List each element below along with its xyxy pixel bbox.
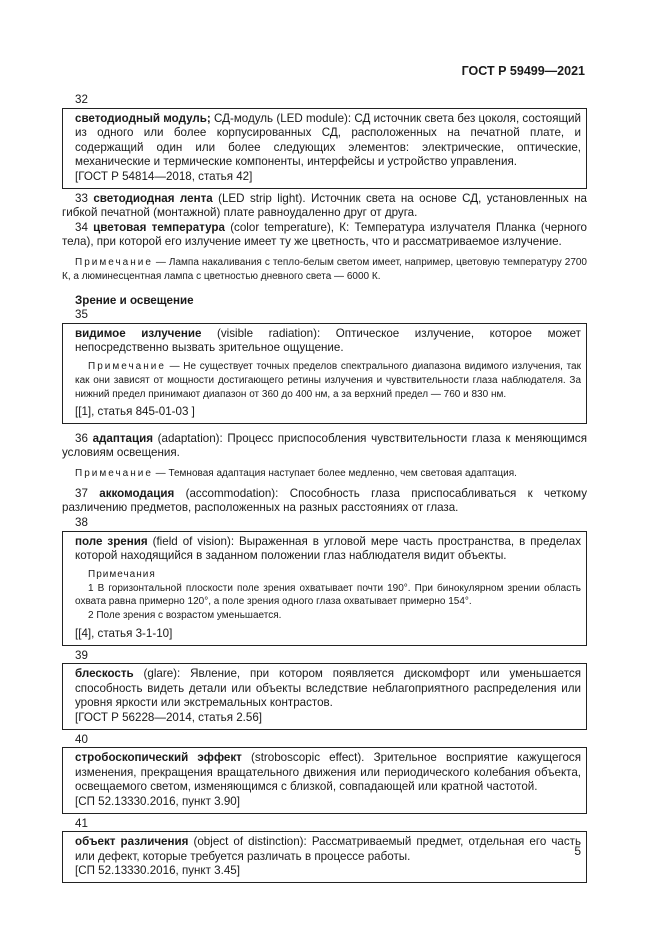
term-name: видимое излучение bbox=[75, 326, 202, 340]
term-name: аккомодация bbox=[99, 486, 175, 500]
term-box-32 bbox=[62, 108, 587, 189]
entry-number: 41 bbox=[75, 816, 88, 830]
document-body bbox=[62, 93, 587, 886]
term-definition: (field of vision): Выраженная в угловой мере часть пространства, в пределах которой находящийся в заданном положении глаз наблюдателя видит объекты. bbox=[75, 534, 581, 563]
entry-number: 37 bbox=[75, 486, 88, 500]
entry-number: 33 bbox=[75, 191, 88, 205]
note-text: — Темновая адаптация наступает более медленно, чем световая адаптация. bbox=[152, 468, 517, 480]
term-entry-36 bbox=[62, 432, 587, 461]
term-source: [ГОСТ Р 54814—2018, статья 42] bbox=[75, 169, 253, 183]
entry-number: 38 bbox=[75, 516, 88, 530]
entry-number: 35 bbox=[75, 308, 88, 322]
note-label: Примечание bbox=[88, 360, 166, 372]
term-source: [ГОСТ Р 56228—2014, статья 2.56] bbox=[75, 711, 262, 724]
term-source: [СП 52.13330.2016, пункт 3.45] bbox=[75, 864, 240, 878]
note-item-2: 2 Поле зрения с возрастом уменьшается. bbox=[88, 610, 282, 622]
term-box-40 bbox=[62, 747, 587, 813]
term-definition: (accommodation): Способность глаза приспосабливаться к четкому различению предметов, расположенных на разных расстояниях от глаза. bbox=[62, 486, 587, 515]
term-note bbox=[62, 467, 587, 481]
term-name: светодиодный модуль; bbox=[75, 111, 211, 125]
note-label: Примечание bbox=[75, 256, 153, 268]
term-definition: СД-модуль (LED module): СД источник света без цоколя, состоящий из одного или более корпусированных СД, расположенных на печатной плате, и содержащий один или более следующих элементов: электрические, оптические, механические и термические компоненты, интерфейсы и устройство управления. bbox=[75, 111, 581, 169]
term-entry-37 bbox=[62, 487, 587, 516]
term-entry-33 bbox=[62, 192, 587, 221]
term-source: [[4], статья 3-1-10] bbox=[75, 627, 173, 641]
term-source: [[1], статья 845-01-03 ] bbox=[75, 405, 195, 419]
term-definition: (LED strip light). Источник света на основе СД, установленных на гибкой печатной (монтажной) плате равноудаленно друг от друга. bbox=[62, 191, 587, 220]
term-name: светодиодная лента bbox=[93, 191, 213, 205]
section-heading: Зрение и освещение bbox=[75, 293, 194, 307]
page-number: 5 bbox=[574, 844, 581, 858]
term-definition: (stroboscopic effect). Зрительное восприятие кажущегося изменения, прекращения вращательного движения или периодического колебания объекта, освещаемого светом, изменяющимся с близкой, совпадающей или кратной частотой. bbox=[75, 751, 581, 794]
term-name: стробоскопический эффект bbox=[75, 751, 242, 765]
note-text: — Лампа накаливания с тепло-белым светом имеет, например, цветовую температуру 2700 К, а люминесцентная лампа с цветностью дневного света — 6000 К. bbox=[62, 256, 587, 282]
entry-number: 40 bbox=[75, 732, 88, 746]
entry-number: 39 bbox=[75, 648, 88, 662]
term-note bbox=[75, 360, 581, 401]
term-definition: (glare): Явление, при котором появляется дискомфорт или уменьшается способность видеть детали или объекты вследствие неблагоприятного распределения или уровня яркости или экстремальных контрастов. bbox=[75, 667, 581, 710]
note-item-1: 1 В горизонтальной плоскости поле зрения охватывает почти 190°. При бинокулярном зрении область охвата равна примерно 120°, а поле зрения одного глаза охватывает примерно 154°. bbox=[75, 582, 581, 608]
note-text: — Не существует точных пределов спектрального диапазона видимого излучения, так как они зависят от мощности достигающего ретины излучения и чувствительности глаза наблюдателя. За нижний предел принимают диапазон от 360 до 400 нм, а за верхний предел — 760 и 830 нм. bbox=[75, 360, 581, 400]
term-definition: (object of distinction): Рассматриваемый предмет, отдельная его часть или дефект, которые требуется различать в процессе работы. bbox=[75, 835, 581, 863]
term-note bbox=[62, 256, 587, 284]
term-name: цветовая температура bbox=[93, 220, 225, 234]
term-entry-34 bbox=[62, 221, 587, 250]
term-notes bbox=[75, 568, 581, 623]
term-box-38 bbox=[62, 531, 587, 646]
term-definition: (color temperature), К: Температура излучателя Планка (черного тела), при которой его излучение имеет ту же цветность, что и рассматриваемое излучение. bbox=[62, 220, 588, 249]
term-definition: (adaptation): Процесс приспособления чувствительности глаза к меняющимся условиям освещения. bbox=[62, 431, 587, 460]
term-name: объект различения bbox=[75, 835, 189, 849]
note-label: Примечание bbox=[75, 468, 153, 480]
term-name: блескость bbox=[75, 667, 134, 681]
term-source: [СП 52.13330.2016, пункт 3.90] bbox=[75, 794, 240, 808]
term-name: адаптация bbox=[92, 431, 153, 445]
term-box-41 bbox=[62, 831, 587, 883]
entry-number: 36 bbox=[75, 431, 88, 445]
notes-label: Примечания bbox=[88, 568, 156, 580]
term-box-39 bbox=[62, 663, 587, 729]
entry-number: 32 bbox=[75, 93, 88, 106]
document-header-standard: ГОСТ Р 59499—2021 bbox=[461, 64, 585, 78]
entry-number: 34 bbox=[75, 220, 88, 234]
term-name: поле зрения bbox=[75, 534, 148, 548]
term-definition: (visible radiation): Оптическое излучение, которое может непосредственно вызвать зрительное ощущение. bbox=[75, 326, 581, 355]
term-box-35 bbox=[62, 323, 587, 424]
